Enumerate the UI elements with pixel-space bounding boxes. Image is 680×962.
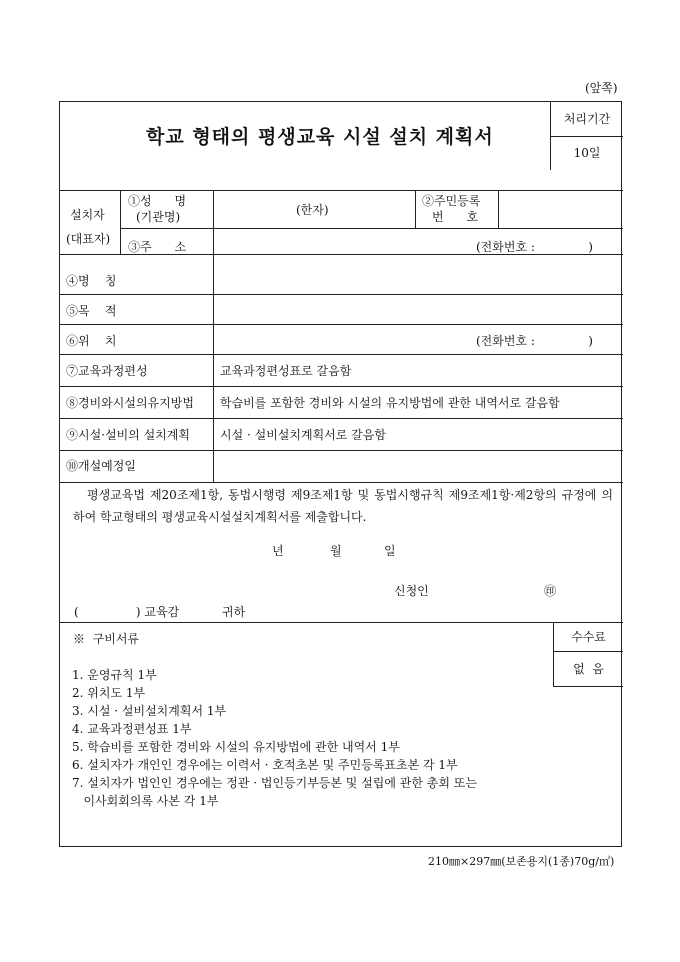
purpose-row-label: ⑤목 적 [66,304,117,318]
submission-notice [73,484,613,528]
list-item: 1. 운영규칙 1부 [72,668,157,682]
expense-row-value: 학습비를 포함한 경비와 시설의 유지방법에 관한 내역서로 갈음함 [220,396,560,410]
divider [553,651,623,652]
divider [553,686,623,687]
name-row-label: ④명 칭 [66,274,117,288]
facility-row-label: ⑨시설·설비의 설치계획 [66,428,190,442]
divider [120,190,121,254]
divider [213,190,214,482]
processing-period-value: 10일 [573,146,601,160]
applicant-name-label: ①성 명 [128,194,187,208]
paper-spec-footer: 210㎜×297㎜(보존용지(1종)70g/㎡) [428,855,615,868]
divider [415,190,416,228]
location-row-phone[interactable]: (전화번호 : ) [476,334,593,348]
form-title: 학교 형태의 평생교육 시설 설치 계획서 [146,126,494,148]
list-item: 6. 설치자가 개인인 경우에는 이력서 · 호적초본 및 주민등록표초본 각 1부 [72,758,458,772]
notice-text: 평생교육법 제20조제1항, 동법시행령 제9조제1항 및 동법시행규칙 제9조제1항·제2항의 규정에 의하여 학교형태의 평생교육시설설치계획서를 제출합니다. [73,488,613,524]
divider [60,450,623,451]
resident-number-sublabel: 번 호 [432,210,479,224]
address-phone[interactable]: (전화번호 : ) [476,240,593,254]
processing-period-label: 처리기간 [563,112,611,126]
curriculum-row-label: ⑦교육과정편성 [66,364,148,378]
address-label: ③주 소 [128,240,187,254]
resident-number-label: ②주민등록 [422,194,481,208]
applicant-group-label: 설치자 [70,208,105,222]
expense-row-label: ⑧경비와시설의유지방법 [66,396,194,410]
curriculum-row-value: 교육과정편성표로 갈음함 [220,364,352,378]
list-item: 5. 학습비를 포함한 경비와 시설의 유지방법에 관한 내역서 1부 [72,740,400,754]
seal-mark: ㊞ [544,584,557,598]
addressee-office: ( ) 교육감 [74,605,180,619]
signature-label: 신청인 [394,584,429,598]
date-day: 일 [384,544,396,558]
applicant-name-value[interactable]: (한자) [296,203,329,217]
applicant-name-sublabel: (기관명) [136,210,181,224]
required-documents-list [72,666,477,810]
divider [60,622,623,623]
required-documents-header: ※ 구비서류 [73,632,139,646]
divider [60,482,623,483]
page-side-note: (앞쪽) [585,81,618,95]
list-item: 4. 교육과정편성표 1부 [72,722,192,736]
divider [60,254,623,255]
divider [60,386,623,387]
divider [550,136,623,137]
date-year: 년 [272,544,284,558]
list-item: 2. 위치도 1부 [72,686,146,700]
divider [60,354,623,355]
fee-value: 없 음 [573,662,604,676]
list-item: 이사회회의록 사본 각 1부 [72,794,219,808]
fee-label: 수수료 [571,630,606,644]
divider [60,418,623,419]
addressee-suffix: 귀하 [222,605,246,619]
list-item: 7. 설치자가 법인인 경우에는 정관 · 법인등기부등본 및 설립에 관한 총회 또는 [72,776,477,790]
facility-row-value: 시설 · 설비설치계획서로 갈음함 [220,428,386,442]
applicant-group-sublabel: (대표자) [66,232,111,246]
location-row-label: ⑥위 치 [66,334,117,348]
date-month: 월 [330,544,342,558]
opening-date-row-label: ⑩개설예정일 [66,459,136,473]
list-item: 3. 시설 · 설비설치계획서 1부 [72,704,227,718]
divider [498,190,499,228]
divider [120,228,623,229]
divider [60,190,623,191]
divider [60,324,623,325]
divider [60,294,623,295]
